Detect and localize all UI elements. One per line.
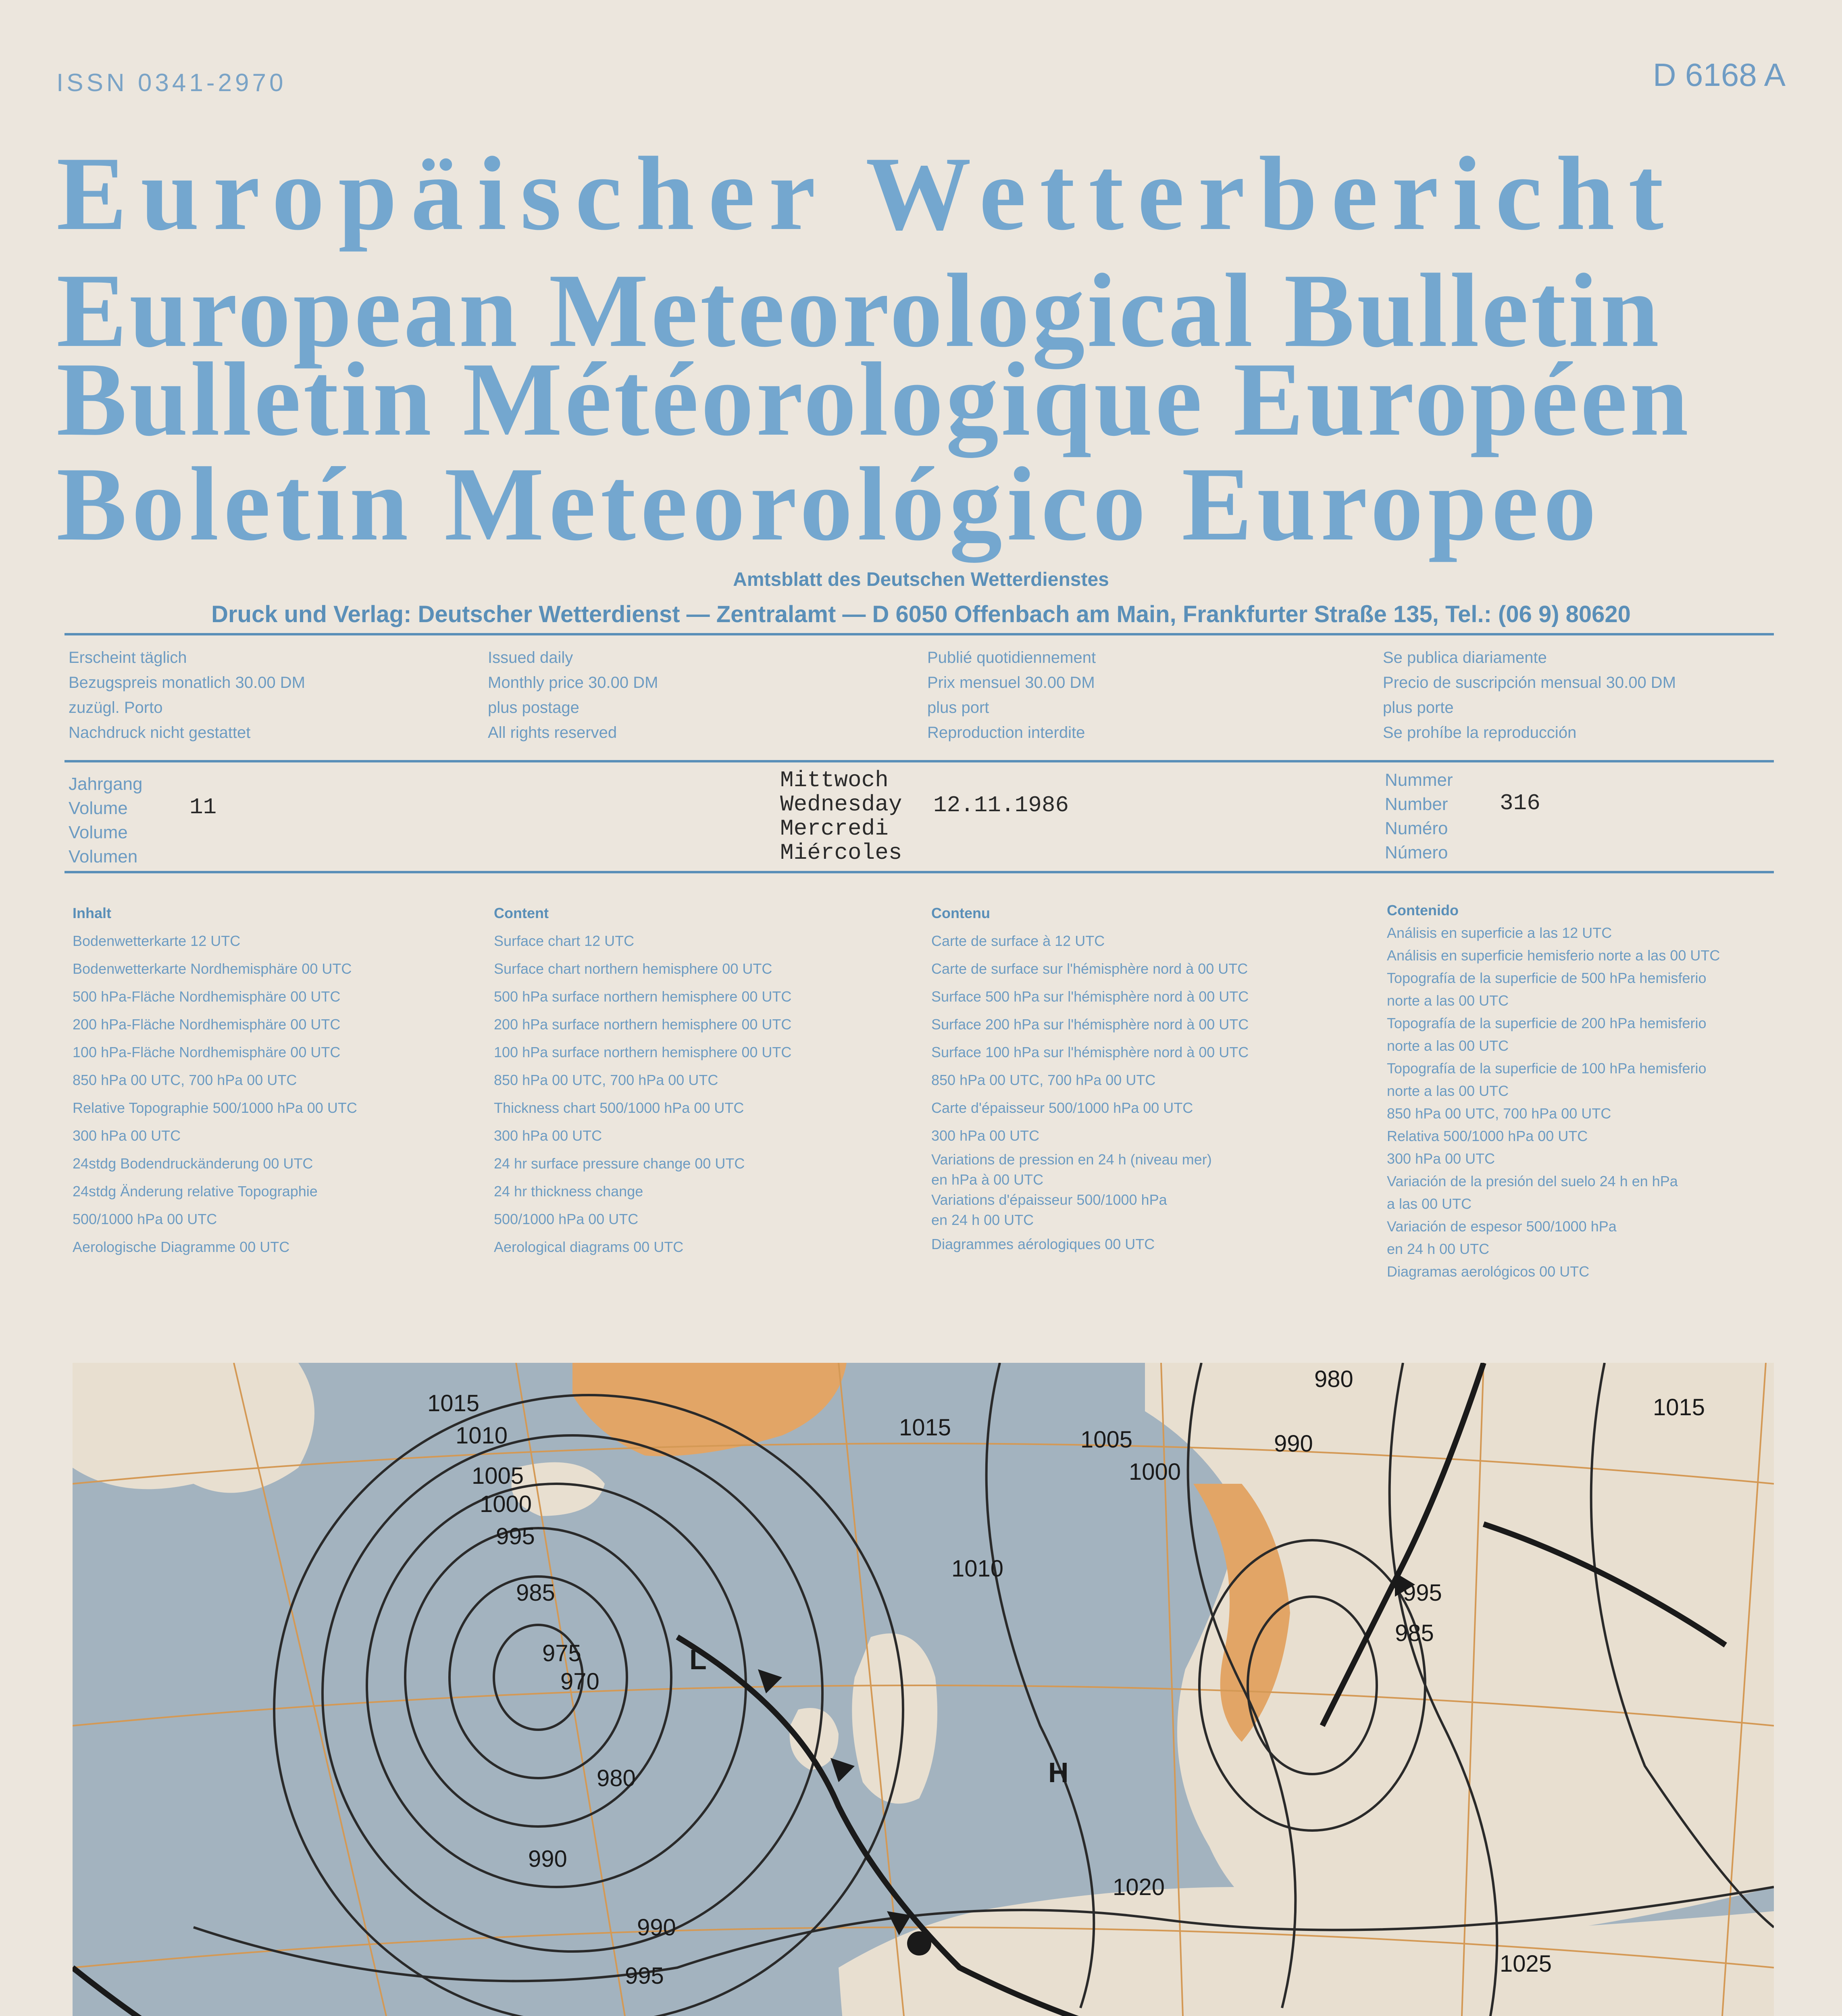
isobar-label: 985: [516, 1580, 555, 1606]
terms-line: Bezugspreis monatlich 30.00 DM: [69, 674, 305, 691]
contents-item: 850 hPa 00 UTC, 700 hPa 00 UTC: [494, 1072, 718, 1088]
isobar-label: 975: [542, 1640, 581, 1666]
high-pressure-center: H: [1048, 1757, 1069, 1788]
contents-item: 850 hPa 00 UTC, 700 hPa 00 UTC: [931, 1072, 1156, 1088]
contents-item: Diagramas aerológicos 00 UTC: [1387, 1263, 1590, 1280]
terms-english: [488, 645, 658, 745]
terms-line: All rights reserved: [488, 724, 617, 741]
contents-item: 300 hPa 00 UTC: [931, 1127, 1040, 1144]
terms-line: Prix mensuel 30.00 DM: [927, 674, 1095, 691]
title-french: Bulletin Météorologique Européen: [56, 341, 1691, 458]
isobar-label: 1015: [899, 1414, 951, 1441]
isobar-label: 995: [496, 1523, 535, 1549]
terms-spanish: [1383, 645, 1676, 745]
contents-item: 100 hPa surface northern hemisphere 00 UTC: [494, 1044, 792, 1060]
isobar-label: 990: [528, 1846, 567, 1872]
contents-item: 24stdg Bodendruckänderung 00 UTC: [73, 1155, 313, 1172]
divider: [65, 760, 1774, 762]
isobar-label: 1020: [1113, 1874, 1165, 1900]
weekday: Mittwoch: [780, 767, 889, 793]
isobar-label: 1000: [480, 1491, 532, 1517]
contents-item: Variations de pression en 24 h (niveau mer): [931, 1151, 1212, 1168]
contents-item: Aerologische Diagramme 00 UTC: [73, 1239, 290, 1255]
document-number: D 6168 A: [1653, 57, 1786, 93]
contents-item: 500/1000 hPa 00 UTC: [494, 1211, 639, 1227]
divider: [65, 871, 1774, 873]
contents-item: 24 hr surface pressure change 00 UTC: [494, 1155, 745, 1172]
isobar-label: 970: [560, 1668, 599, 1695]
contents-heading: Contenu: [931, 905, 990, 921]
terms-line: Reproduction interdite: [927, 724, 1085, 741]
contents-item: 200 hPa surface northern hemisphere 00 UTC: [494, 1016, 792, 1033]
contents-item: a las 00 UTC: [1387, 1195, 1472, 1212]
contents-item: Diagrammes aérologiques 00 UTC: [931, 1236, 1155, 1252]
contents-spanish: [1387, 899, 1720, 1283]
contents-item: 500 hPa surface northern hemisphere 00 UTC: [494, 988, 792, 1005]
contents-german: [73, 899, 357, 1261]
terms-line: Issued daily: [488, 649, 573, 666]
contents-heading: Contenido: [1387, 902, 1459, 918]
contents-item: en 24 h 00 UTC: [931, 1212, 1034, 1228]
number-label: Nummer: [1385, 770, 1453, 790]
volume-label: Volume: [69, 798, 128, 818]
contents-item: 200 hPa-Fläche Nordhemisphäre 00 UTC: [73, 1016, 341, 1033]
number-label: Number: [1385, 794, 1448, 814]
contents-heading: Content: [494, 905, 549, 921]
number-labels: [1385, 768, 1453, 865]
contents-item: Carte d'épaisseur 500/1000 hPa 00 UTC: [931, 1100, 1193, 1116]
terms-line: plus porte: [1383, 699, 1454, 716]
terms-line: zuzügl. Porto: [69, 699, 163, 716]
publisher-line: Druck und Verlag: Deutscher Wetterdienst — Zentralamt — D 6050 Offenbach am Main, Frankfurter Straße 135, Tel.: (06 9) 80620: [211, 601, 1631, 627]
contents-item: Bodenwetterkarte Nordhemisphäre 00 UTC: [73, 960, 352, 977]
volume-label: Volume: [69, 823, 128, 842]
contents-item: 500 hPa-Fläche Nordhemisphäre 00 UTC: [73, 988, 341, 1005]
isobar-label: 1000: [1129, 1459, 1181, 1485]
title-german: Europäischer Wetterbericht: [56, 135, 1678, 252]
contents-item: en 24 h 00 UTC: [1387, 1241, 1490, 1257]
isobar-label: 1025: [1500, 1951, 1552, 1977]
contents-item: Carte de surface à 12 UTC: [931, 933, 1105, 949]
contents-english: [494, 899, 791, 1261]
contents-item: 300 hPa 00 UTC: [73, 1127, 181, 1144]
contents-item: norte a las 00 UTC: [1387, 1037, 1509, 1054]
contents-item: 300 hPa 00 UTC: [1387, 1150, 1495, 1167]
contents-item: en hPa à 00 UTC: [931, 1171, 1044, 1188]
contents-item: Variations d'épaisseur 500/1000 hPa: [931, 1191, 1167, 1208]
contents-item: 300 hPa 00 UTC: [494, 1127, 602, 1144]
weekday: Mercredi: [780, 816, 889, 841]
contents-item: Carte de surface sur l'hémisphère nord à 00 UTC: [931, 960, 1248, 977]
terms-line: Publié quotidiennement: [927, 649, 1096, 666]
issue-date: 12.11.1986: [933, 792, 1069, 818]
isobar-label: 980: [1314, 1366, 1353, 1392]
contents-heading: Inhalt: [73, 905, 111, 921]
contents-item: Aerological diagrams 00 UTC: [494, 1239, 684, 1255]
contents-item: 24 hr thickness change: [494, 1183, 643, 1200]
contents-item: Bodenwetterkarte 12 UTC: [73, 933, 241, 949]
contents-item: 850 hPa 00 UTC, 700 hPa 00 UTC: [1387, 1105, 1611, 1122]
terms-line: Erscheint täglich: [69, 649, 187, 666]
low-pressure-center: L: [689, 1644, 707, 1675]
volume-labels: [69, 772, 142, 869]
title-spanish: Boletín Meteorológico Europeo: [56, 446, 1601, 562]
contents-item: Surface chart 12 UTC: [494, 933, 635, 949]
title-english: European Meteorological Bulletin: [56, 252, 1662, 369]
contents-item: Relativa 500/1000 hPa 00 UTC: [1387, 1128, 1588, 1144]
isobar-label: 1005: [1080, 1427, 1133, 1453]
isobar-label: 1010: [456, 1422, 508, 1449]
isobar-label: 985: [1395, 1620, 1434, 1646]
contents-item: Análisis en superficie a las 12 UTC: [1387, 925, 1612, 941]
isobar-label: 1005: [472, 1463, 524, 1489]
terms-line: Monthly price 30.00 DM: [488, 674, 658, 691]
contents-item: norte a las 00 UTC: [1387, 1083, 1509, 1099]
terms-german: [69, 645, 305, 745]
contents-item: Surface chart northern hemisphere 00 UTC: [494, 960, 772, 977]
terms-line: Se prohíbe la reproducción: [1383, 724, 1577, 741]
contents-item: 24stdg Änderung relative Topographie: [73, 1183, 318, 1200]
contents-item: 850 hPa 00 UTC, 700 hPa 00 UTC: [73, 1072, 297, 1088]
isobar-label: 1015: [1653, 1394, 1705, 1420]
terms-line: Se publica diariamente: [1383, 649, 1547, 666]
official-gazette-line: Amtsblatt des Deutschen Wetterdienstes: [733, 569, 1109, 590]
contents-item: Surface 500 hPa sur l'hémisphère nord à 00 UTC: [931, 988, 1249, 1005]
contents-french: [931, 899, 1249, 1258]
isobar-label: 1015: [427, 1390, 480, 1416]
contents-item: Variación de espesor 500/1000 hPa: [1387, 1218, 1617, 1235]
contents-item: Análisis en superficie hemisferio norte a las 00 UTC: [1387, 947, 1720, 964]
terms-line: Nachdruck nicht gestattet: [69, 724, 251, 741]
terms-line: plus postage: [488, 699, 579, 716]
weekday: Wednesday: [780, 791, 902, 817]
contents-item: Variación de la presión del suelo 24 h en hPa: [1387, 1173, 1678, 1189]
contents-item: Topografía de la superficie de 100 hPa hemisferio: [1387, 1060, 1707, 1077]
volume-label: Jahrgang: [69, 774, 143, 794]
divider: [65, 633, 1774, 635]
contents-item: 500/1000 hPa 00 UTC: [73, 1211, 217, 1227]
terms-line: Precio de suscripción mensual 30.00 DM: [1383, 674, 1676, 691]
contents-item: Thickness chart 500/1000 hPa 00 UTC: [494, 1100, 744, 1116]
contents-item: Relative Topographie 500/1000 hPa 00 UTC: [73, 1100, 357, 1116]
weekday-labels: [780, 768, 902, 865]
isobar-label: 1010: [951, 1556, 1004, 1582]
number-label: Numéro: [1385, 818, 1448, 838]
number-label: Número: [1385, 843, 1448, 862]
volume-label: Volumen: [69, 847, 138, 866]
isobar-label: 990: [1274, 1431, 1313, 1457]
issue-number: 316: [1500, 790, 1540, 816]
contents-item: Topografía de la superficie de 500 hPa hemisferio: [1387, 970, 1707, 986]
issn: ISSN 0341-2970: [56, 69, 287, 97]
weekday: Miércoles: [780, 840, 902, 866]
isobar-label: 980: [597, 1765, 636, 1791]
isobar-label: 995: [1403, 1580, 1442, 1606]
isobar-label: 990: [637, 1914, 676, 1941]
contents-item: Topografía de la superficie de 200 hPa hemisferio: [1387, 1015, 1707, 1031]
contents-item: 100 hPa-Fläche Nordhemisphäre 00 UTC: [73, 1044, 341, 1060]
surface-weather-chart: [73, 1363, 1774, 2016]
contents-item: Surface 100 hPa sur l'hémisphère nord à 00 UTC: [931, 1044, 1249, 1060]
terms-line: plus port: [927, 699, 989, 716]
isobar-label: 995: [625, 1963, 664, 1989]
contents-item: norte a las 00 UTC: [1387, 992, 1509, 1009]
contents-item: Surface 200 hPa sur l'hémisphère nord à 00 UTC: [931, 1016, 1249, 1033]
terms-french: [927, 645, 1096, 745]
volume-value: 11: [189, 794, 217, 820]
